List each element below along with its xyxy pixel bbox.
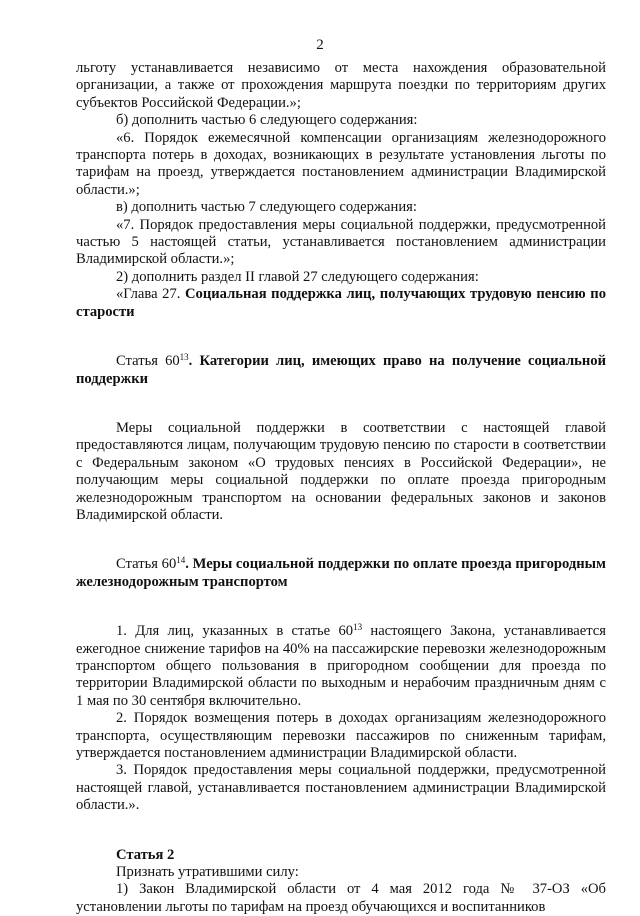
paragraph: «7. Порядок предоставления меры социальной поддержки, предусмотренной частью 5 настоящей статьи, устанавливается постановлением администрации Владимирской области.»; [76, 216, 606, 268]
paragraph: в) дополнить частью 7 следующего содержания: [116, 199, 417, 216]
paragraph [76, 623, 606, 710]
paragraph: 3. Порядок предоставления меры социальной поддержки, предусмотренной настоящей главой, устанавливается постановлением администрации Владимирской области.». [76, 762, 606, 814]
article-2-heading: Статья 2 [116, 846, 175, 863]
chapter-prefix: «Глава 27. [116, 286, 185, 303]
page-number: 2 [316, 37, 324, 53]
paragraph: 1) Закон Владимирской области от 4 мая 2012 года № 37-ОЗ «Об установлении льготы по тарифам на проезд обучающихся и воспитанников [76, 881, 606, 915]
paragraph: 2) дополнить раздел II главой 27 следующего содержания: [116, 268, 479, 285]
item-text: 1. Для лиц, указанных в статье 60 [116, 623, 354, 640]
paragraph: «6. Порядок ежемесячной компенсации организациям железнодорожного транспорта потерь в доходах, возникающих в результате установления льготы по тарифам на проезд, утверждается постановлением администрации Владимирской области.»; [76, 129, 606, 198]
document-body [76, 60, 606, 916]
paragraph: б) дополнить частью 6 следующего содержания: [116, 112, 418, 129]
paragraph: льготу устанавливается независимо от места нахождения образовательной организации, а также от прохождения маршрута поездки по территориям других субъектов Российской Федерации.»; [76, 60, 606, 111]
article-heading [76, 353, 606, 388]
article-title: . Категории лиц, имеющих право на получение социальной поддержки [76, 353, 606, 387]
article-heading [76, 556, 606, 591]
paragraph: 2. Порядок возмещения потерь в доходах организациям железнодорожного транспорта, осуществляющим перевозки пассажиров по сниженным тарифам, утверждается постановлением администрации Владимирской области. [76, 710, 606, 761]
chapter-title: Социальная поддержка лиц, получающих трудовую пенсию по старости [76, 286, 606, 320]
item-superscript: 13 [353, 622, 363, 633]
article-superscript: 13 [179, 352, 189, 363]
article-title: . Меры социальной поддержки по оплате проезда пригородным железнодорожным транспортом [76, 556, 606, 590]
item-text: настоящего Закона, устанавливается ежегодное снижение тарифов на 40% на пассажирские перевозки железнодорожным транспортом общего пользования в пригородном сообщении для проезда по территории Владимирской области по выходным и нерабочим праздничным дням с 1 мая по 30 сентября включительно. [76, 623, 606, 709]
chapter-heading [76, 286, 606, 321]
paragraph: Меры социальной поддержки в соответствии с настоящей главой предоставляются лицам, получающим трудовую пенсию по старости в соответствии с Федеральным законом «О трудовых пенсиях в Российской Федерации», не получающим меры социальной поддержки по оплате проезда пригородным железнодорожным транспортом на основании федеральных законов и законов Владимирской области. [76, 419, 606, 523]
paragraph: Признать утратившими силу: [116, 864, 299, 881]
article-superscript: 14 [176, 555, 186, 566]
article-prefix: Статья 60 [116, 353, 180, 370]
article-prefix: Статья 60 [116, 556, 177, 573]
